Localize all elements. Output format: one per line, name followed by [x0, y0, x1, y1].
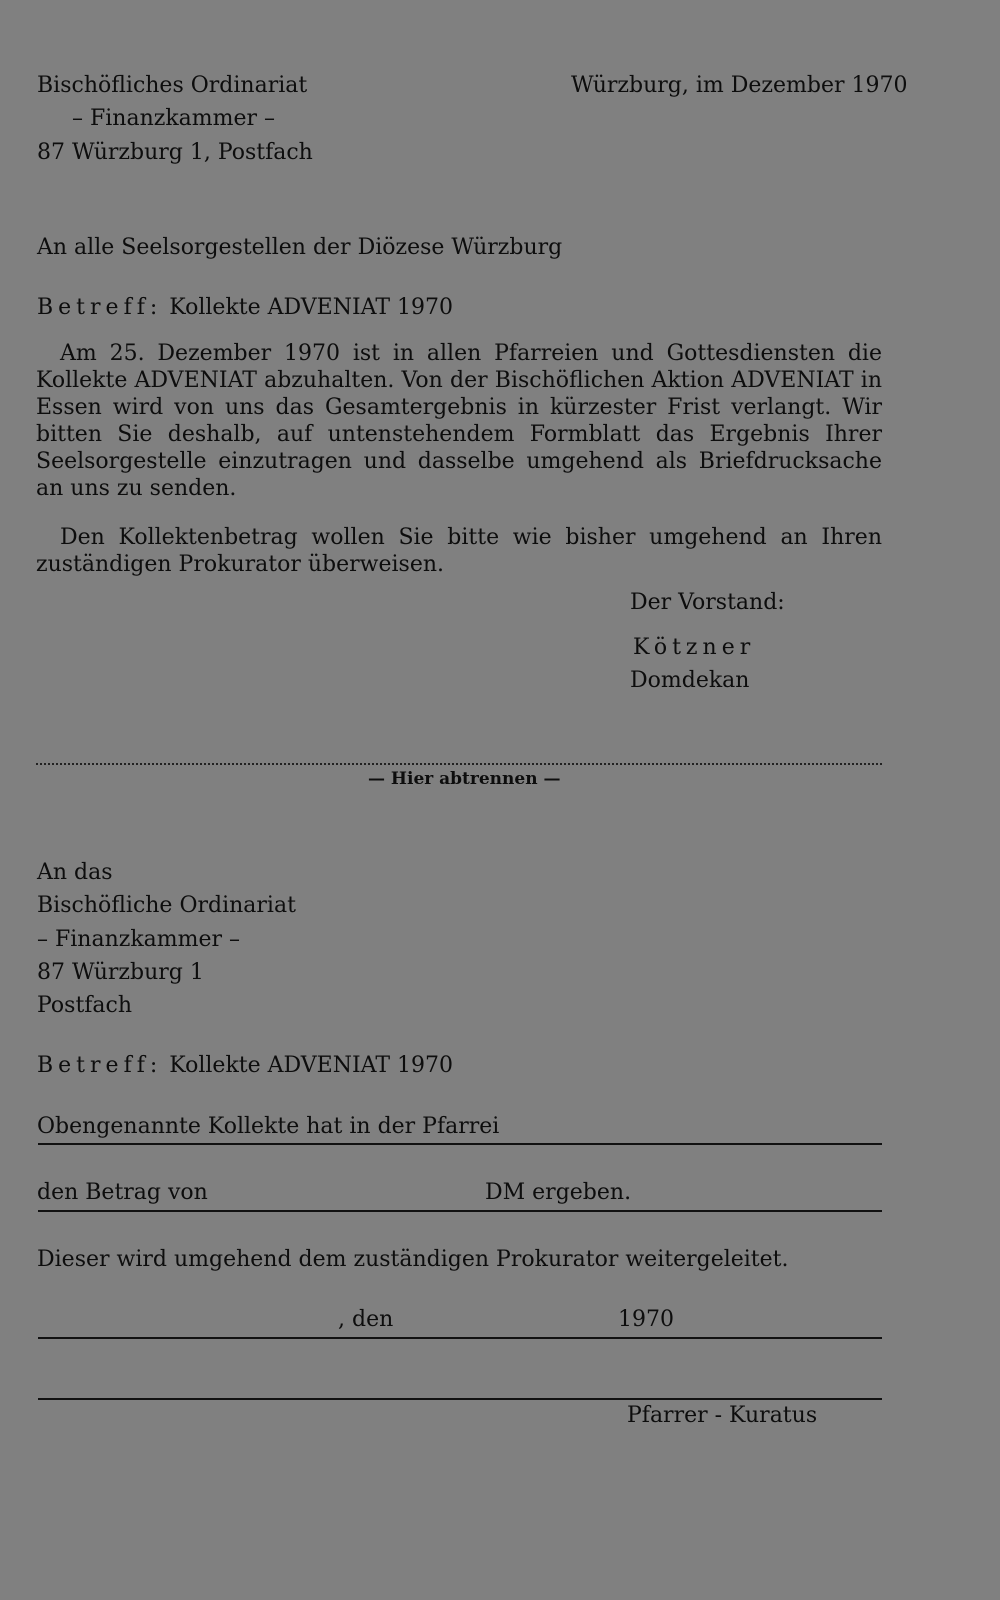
subject-label: Betreff:	[37, 295, 163, 320]
sender-line-1: Bischöfliches Ordinariat	[37, 73, 308, 98]
form-amount-prefix: den Betrag von	[37, 1180, 208, 1205]
form-address-line-4: 87 Würzburg 1	[37, 960, 204, 985]
letter-recipient: An alle Seelsorgestellen der Diözese Würzburg	[37, 235, 563, 260]
form-forward-note: Dieser wird umgehend dem zuständigen Prokurator weitergeleitet.	[37, 1247, 789, 1272]
date-input-line[interactable]	[38, 1337, 882, 1339]
amount-input-line[interactable]	[38, 1210, 882, 1212]
form-address-line-2: Bischöfliche Ordinariat	[37, 893, 296, 918]
form-address-line-5: Postfach	[37, 993, 133, 1018]
letter-paragraph-1: Am 25. Dezember 1970 ist in allen Pfarreien und Gottesdiensten die Kollekte ADVENIAT abzuhalten. Von der Bischöflichen Aktion ADVENIAT in Essen wird von uns das Gesamtergebnis in kürzester Frist verlangt. Wir bitten Sie deshalb, auf untenstehendem Formblatt das Ergebnis Ihrer Seelsorgestelle einzutragen und dasselbe umgehend als Briefdrucksache an uns zu senden.	[36, 341, 882, 501]
form-subject-text: Kollekte ADVENIAT 1970	[169, 1053, 453, 1078]
form-date-den: , den	[338, 1307, 394, 1332]
sender-line-3: 87 Würzburg 1, Postfach	[37, 140, 313, 165]
signature-name: Kötzner	[633, 635, 756, 660]
cut-line	[36, 763, 882, 765]
form-address-line-1: An das	[37, 860, 113, 885]
signature-role: Domdekan	[630, 668, 750, 693]
form-address-line-3: – Finanzkammer –	[37, 927, 241, 952]
letter-paragraph-2: Den Kollektenbetrag wollen Sie bitte wie bisher umgehend an Ihren zuständigen Prokurator überweisen.	[36, 525, 882, 577]
form-subject-label: Betreff:	[37, 1053, 163, 1078]
cut-label: — Hier abtrennen —	[368, 769, 561, 789]
form-amount-suffix: DM ergeben.	[485, 1180, 632, 1205]
form-subject	[37, 1050, 453, 1082]
sender-line-2: – Finanzkammer –	[72, 106, 276, 131]
form-date-year: 1970	[618, 1307, 674, 1332]
letter-date: Würzburg, im Dezember 1970	[571, 73, 908, 98]
subject-text: Kollekte ADVENIAT 1970	[169, 295, 453, 320]
letter-subject	[37, 292, 453, 324]
form-signature-role: Pfarrer - Kuratus	[627, 1403, 818, 1428]
form-parish-line: Obengenannte Kollekte hat in der Pfarrei	[37, 1114, 500, 1139]
parish-input-line[interactable]	[38, 1143, 882, 1145]
signature-title: Der Vorstand:	[630, 590, 785, 615]
